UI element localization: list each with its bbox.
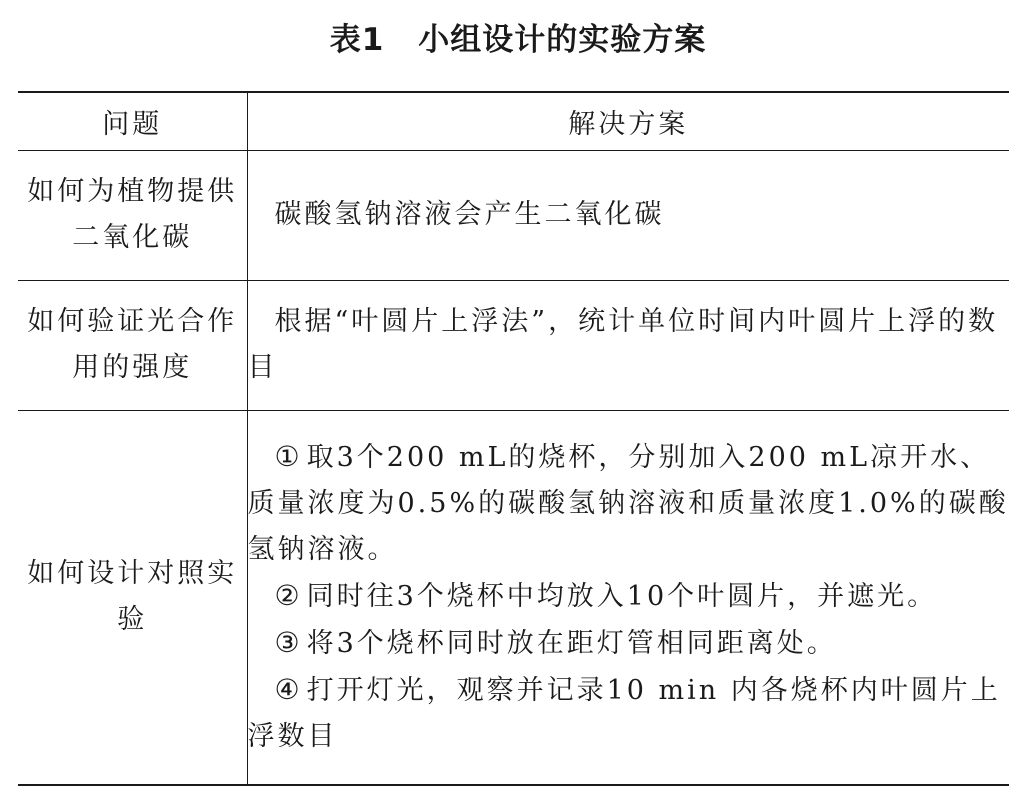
step-marker: ② bbox=[274, 579, 303, 613]
question-cell: 如何设计对照实验 bbox=[18, 410, 247, 785]
step-3 bbox=[248, 620, 1010, 667]
experiment-plan-table bbox=[18, 91, 1009, 786]
step-marker: ③ bbox=[274, 626, 303, 660]
table-row bbox=[18, 280, 1009, 410]
solution-text: 碳酸氢钠溶液会产生二氧化碳 bbox=[274, 199, 665, 230]
table-header-row bbox=[18, 92, 1009, 150]
header-question: 问题 bbox=[18, 92, 247, 150]
table-row bbox=[18, 410, 1009, 785]
solution-cell bbox=[247, 280, 1009, 410]
table-title bbox=[0, 18, 1036, 62]
step-text: 同时往3个烧杯中均放入10个叶圆片，并遮光。 bbox=[306, 581, 938, 613]
solution-cell bbox=[247, 150, 1009, 280]
table-row bbox=[18, 150, 1009, 280]
solution-text: 根据“叶圆片上浮法”，统计单位时间内叶圆片上浮的数目 bbox=[247, 306, 999, 383]
table-caption: 小组设计的实验方案 bbox=[418, 22, 707, 58]
solution-cell bbox=[247, 410, 1009, 785]
step-4 bbox=[248, 667, 1010, 760]
step-marker: ④ bbox=[274, 673, 303, 707]
question-cell: 如何为植物提供二氧化碳 bbox=[18, 150, 247, 280]
header-solution: 解决方案 bbox=[247, 92, 1009, 150]
step-text: 取3个200 mL的烧杯，分别加入200 mL凉开水、质量浓度为0.5%的碳酸氢钠溶液和质量浓度1.0%的碳酸氢钠溶液。 bbox=[247, 442, 1009, 566]
table-number: 表1 bbox=[329, 22, 385, 58]
question-cell: 如何验证光合作用的强度 bbox=[18, 280, 247, 410]
step-text: 打开灯光，观察并记录10 min 内各烧杯内叶圆片上浮数目 bbox=[247, 675, 1001, 753]
step-marker: ① bbox=[274, 440, 303, 474]
step-1 bbox=[248, 434, 1010, 573]
step-text: 将3个烧杯同时放在距灯管相同距离处。 bbox=[306, 628, 837, 660]
step-2 bbox=[248, 573, 1010, 620]
